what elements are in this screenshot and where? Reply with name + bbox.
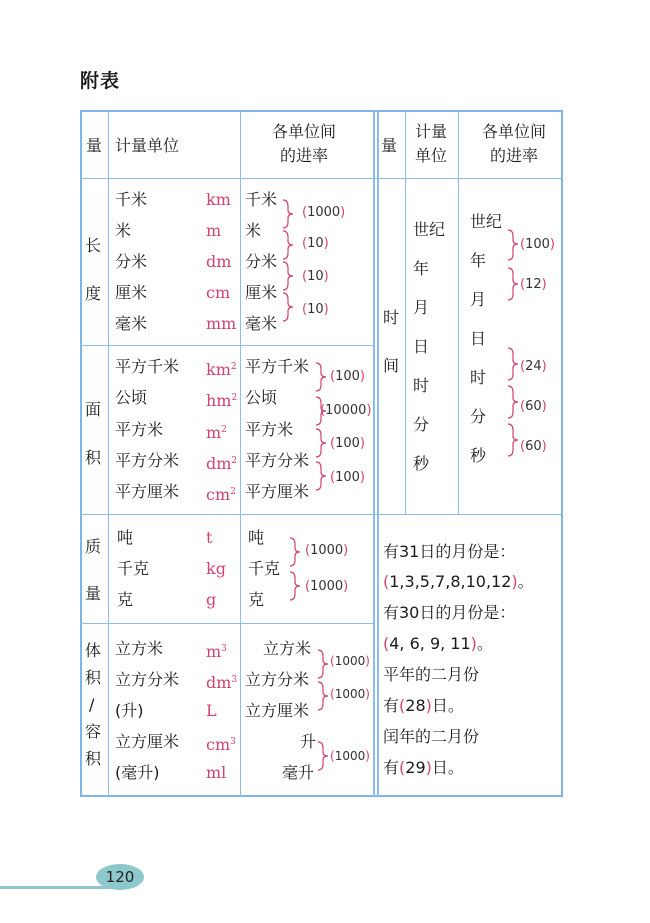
unit-symbol: $m^3$ — [206, 642, 227, 661]
unit-name: 立方厘米 — [115, 732, 180, 751]
conversion-rate: (100) — [520, 237, 555, 252]
header-rate-line2-right: 的进率 — [490, 146, 539, 165]
chain-unit: 平方厘米 — [245, 482, 310, 501]
unit-name: 米 — [115, 221, 132, 240]
chain-unit: 立方米 — [263, 639, 312, 658]
unit-name: 平方米 — [115, 420, 164, 439]
chain-unit: 平方千米 — [245, 357, 310, 376]
divider — [240, 110, 241, 797]
header-rate-line2: 的进率 — [280, 146, 329, 165]
divider — [405, 110, 406, 514]
divider — [373, 110, 375, 797]
mass-label: 质 — [85, 537, 102, 556]
unit-name: (毫升) — [115, 763, 160, 782]
time-label: 间 — [383, 356, 400, 375]
unit-name: 毫米 — [115, 314, 148, 333]
unit-symbol: km — [206, 190, 231, 209]
divider — [458, 110, 459, 514]
conversion-rate: (24) — [520, 359, 547, 374]
unit-symbol: $cm^2$ — [206, 485, 236, 504]
conversion-rate: (60) — [520, 439, 547, 454]
brace-icon — [506, 228, 520, 478]
note-30-days-months: (4, 6, 9, 11)。 — [383, 634, 493, 653]
note-31-days-months: (1,3,5,7,8,10,12)。 — [383, 572, 534, 591]
chain-unit: 公顷 — [245, 388, 278, 407]
unit-name: 吨 — [117, 528, 134, 547]
conversion-rate: (12) — [520, 277, 547, 292]
conversion-rate: (100) — [330, 369, 365, 384]
unit-name: 立方分米 — [115, 670, 180, 689]
conversion-rate: (10) — [302, 269, 329, 284]
footer-rule — [0, 886, 110, 889]
header-quantity: 量 — [86, 136, 103, 155]
mass-label: 量 — [85, 584, 102, 603]
note-common-feb-label: 平年的二月份 — [383, 665, 480, 684]
conversion-rate: (10) — [302, 236, 329, 251]
conversion-rate: (1000) — [330, 654, 370, 668]
conversion-rate: (1000) — [330, 687, 370, 701]
unit-name: 年 — [413, 259, 430, 278]
unit-name: 平方千米 — [115, 357, 180, 376]
chain-unit: 毫升 — [282, 763, 315, 782]
chain-unit: 毫米 — [245, 314, 278, 333]
unit-symbol: g — [206, 590, 217, 609]
unit-name: 千克 — [117, 559, 150, 578]
chain-unit: 平方分米 — [245, 451, 310, 470]
unit-symbol: $km^2$ — [206, 360, 237, 379]
note-leap-feb-days: 有(29)日。 — [383, 758, 464, 777]
unit-symbol: $dm^3$ — [206, 673, 238, 692]
note-common-feb-days: 有(28)日。 — [383, 696, 464, 715]
volume-label: / — [89, 695, 95, 714]
conversion-rate: (1000) — [305, 579, 349, 594]
chain-unit: 升 — [300, 732, 317, 751]
volume-label: 体 — [85, 641, 102, 660]
unit-name: (升) — [115, 701, 144, 720]
unit-name: 平方分米 — [115, 451, 180, 470]
page-title: 附表 — [80, 70, 121, 92]
volume-label: 容 — [85, 722, 102, 741]
page-number: 120 — [96, 864, 144, 890]
brace-icon — [281, 198, 295, 330]
area-label: 面 — [85, 400, 102, 419]
chain-unit: 秒 — [470, 446, 487, 465]
unit-name: 分米 — [115, 252, 148, 271]
chain-unit: 时 — [470, 368, 487, 387]
unit-symbol: L — [206, 701, 217, 720]
chain-unit: 千米 — [245, 190, 278, 209]
time-label: 时 — [383, 308, 400, 327]
chain-unit: 月 — [470, 290, 487, 309]
unit-name: 克 — [117, 590, 134, 609]
unit-symbol: mm — [206, 314, 237, 333]
note-30-days-label: 有30日的月份是： — [383, 603, 516, 622]
chain-unit: 吨 — [248, 528, 265, 547]
chain-unit: 米 — [245, 221, 262, 240]
length-label: 长 — [85, 236, 102, 255]
header-unit-line2: 单位 — [415, 146, 448, 165]
conversion-rate: (60) — [520, 399, 547, 414]
brace-icon — [316, 648, 330, 788]
unit-name: 立方米 — [115, 639, 164, 658]
chain-unit: 厘米 — [245, 283, 278, 302]
divider — [80, 514, 563, 515]
note-leap-feb-label: 闰年的二月份 — [383, 727, 480, 746]
chain-unit: 千克 — [248, 559, 281, 578]
unit-name: 月 — [413, 298, 430, 317]
length-label: 度 — [85, 284, 102, 303]
unit-symbol: dm — [206, 252, 232, 271]
divider — [80, 623, 375, 624]
chain-unit: 世纪 — [470, 212, 503, 231]
unit-symbol: ml — [206, 763, 227, 782]
conversion-rate: (1000) — [330, 749, 370, 763]
chain-unit: 分米 — [245, 252, 278, 271]
unit-name: 厘米 — [115, 283, 148, 302]
header-unit: 计量单位 — [115, 136, 180, 155]
conversion-rate: (100) — [330, 436, 365, 451]
unit-name: 秒 — [413, 454, 430, 473]
chain-unit: 分 — [470, 407, 487, 426]
unit-symbol: $hm^2$ — [206, 391, 238, 410]
header-unit-line1: 计量 — [415, 122, 448, 141]
unit-name: 世纪 — [413, 220, 446, 239]
unit-symbol: m — [206, 221, 222, 240]
chain-unit: 年 — [470, 251, 487, 270]
unit-name: 公顷 — [115, 388, 148, 407]
volume-label: 积 — [85, 749, 102, 768]
unit-symbol: t — [206, 528, 213, 547]
unit-name: 分 — [413, 415, 430, 434]
brace-icon — [314, 361, 328, 501]
unit-symbol: $m^2$ — [206, 423, 227, 442]
conversion-rate: (1000) — [302, 205, 346, 220]
chain-unit: 日 — [470, 329, 487, 348]
brace-icon — [288, 536, 302, 606]
header-quantity-right: 量 — [381, 136, 398, 155]
chain-unit: 克 — [248, 590, 265, 609]
divider — [108, 110, 109, 797]
unit-name: 日 — [413, 337, 430, 356]
unit-name: 时 — [413, 376, 430, 395]
unit-symbol: $cm^3$ — [206, 735, 236, 754]
unit-name: 平方厘米 — [115, 482, 180, 501]
unit-symbol: $dm^2$ — [206, 454, 238, 473]
divider — [80, 345, 375, 346]
conversion-rate: (10000) — [320, 403, 372, 418]
note-31-days-label: 有31日的月份是： — [383, 542, 516, 561]
volume-label: 积 — [85, 668, 102, 687]
chain-unit: 立方厘米 — [245, 701, 310, 720]
header-rate-line1: 各单位间 — [272, 122, 337, 141]
header-rate-line1-right: 各单位间 — [482, 122, 547, 141]
divider — [377, 110, 379, 797]
chain-unit: 平方米 — [245, 420, 294, 439]
conversion-rate: (10) — [302, 302, 329, 317]
chain-unit: 立方分米 — [245, 670, 310, 689]
divider — [80, 178, 563, 179]
conversion-rate: (100) — [330, 470, 365, 485]
unit-symbol: kg — [206, 559, 226, 578]
unit-name: 千米 — [115, 190, 148, 209]
conversion-rate: (1000) — [305, 543, 349, 558]
unit-symbol: cm — [206, 283, 231, 302]
area-label: 积 — [85, 448, 102, 467]
